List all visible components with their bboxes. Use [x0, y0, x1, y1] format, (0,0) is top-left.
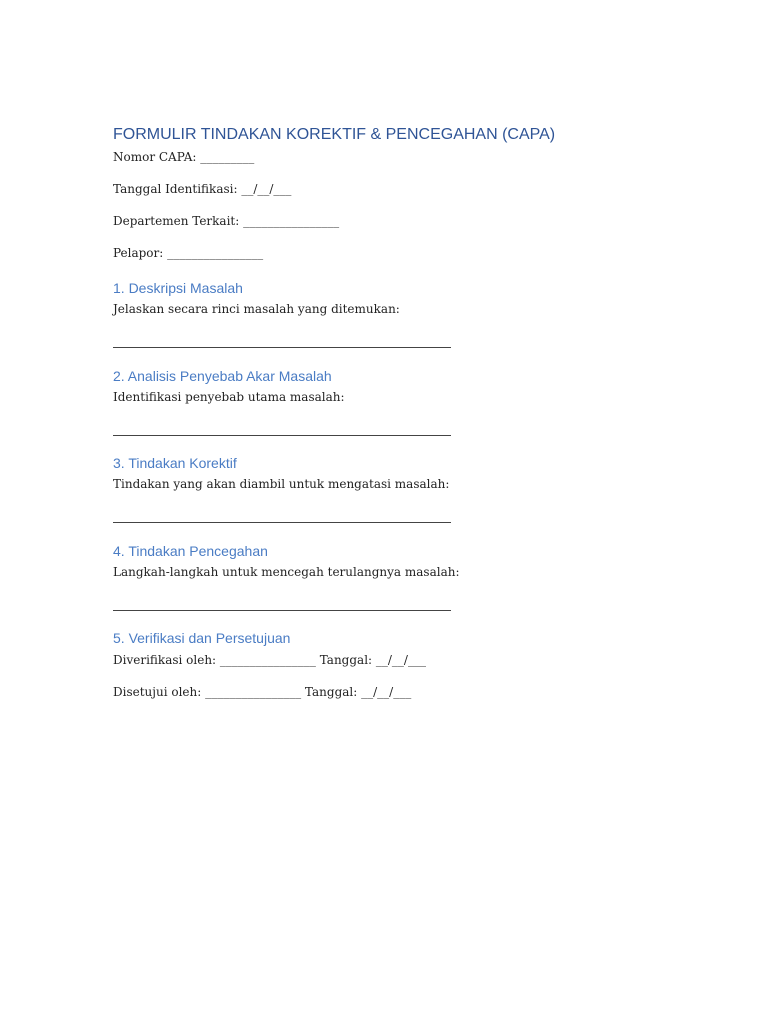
section-1-heading: 1. Deskripsi Masalah	[113, 280, 243, 296]
section-1-answer-line	[113, 347, 451, 348]
section-3-answer-line	[113, 522, 451, 523]
verified-by-field: Diverifikasi oleh: ________________ Tanggal: __/__/___	[113, 653, 426, 667]
section-4-prompt: Langkah-langkah untuk mencegah terulangnya masalah:	[113, 565, 460, 579]
form-title: FORMULIR TINDAKAN KOREKTIF & PENCEGAHAN (CAPA)	[113, 126, 556, 143]
capa-number-field: Nomor CAPA: _________	[113, 150, 255, 164]
section-4-heading: 4. Tindakan Pencegahan	[113, 543, 268, 559]
section-2-prompt: Identifikasi penyebab utama masalah:	[113, 390, 345, 404]
section-2-heading: 2. Analisis Penyebab Akar Masalah	[113, 368, 332, 384]
section-3-prompt: Tindakan yang akan diambil untuk mengatasi masalah:	[113, 477, 450, 491]
section-3-heading: 3. Tindakan Korektif	[113, 455, 237, 471]
reporter-field: Pelapor: ________________	[113, 246, 264, 260]
department-field: Departemen Terkait: ________________	[113, 214, 340, 228]
section-5-heading: 5. Verifikasi dan Persetujuan	[113, 630, 291, 646]
section-4-answer-line	[113, 610, 451, 611]
section-2-answer-line	[113, 435, 451, 436]
identification-date-field: Tanggal Identifikasi: __/__/___	[113, 182, 292, 196]
section-1-prompt: Jelaskan secara rinci masalah yang ditemukan:	[113, 302, 400, 316]
approved-by-field: Disetujui oleh: ________________ Tanggal: __/__/___	[113, 685, 412, 699]
